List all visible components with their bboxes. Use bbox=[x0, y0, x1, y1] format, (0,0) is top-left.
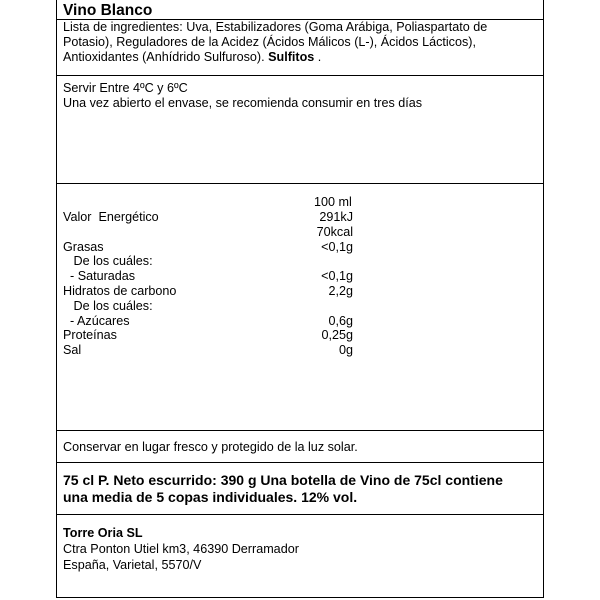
nutrient-value: 291kJ bbox=[319, 210, 353, 224]
nutrition-row bbox=[63, 284, 353, 299]
net-content-line2: una media de 5 copas individuales. 12% vol. bbox=[63, 489, 358, 505]
product-title: Vino Blanco bbox=[63, 2, 153, 19]
nutrition-row bbox=[63, 225, 353, 240]
conservation-section bbox=[57, 430, 543, 463]
nutrition-row bbox=[63, 210, 353, 225]
nutrient-value: <0,1g bbox=[321, 239, 353, 254]
product-label bbox=[56, 0, 544, 598]
producer-address: Ctra Ponton Utiel km3, 46390 Derramador bbox=[63, 542, 299, 556]
nutrient-name: De los cuáles: bbox=[63, 298, 153, 313]
nutrition-row bbox=[63, 314, 353, 329]
producer-origin: España, Varietal, 5570/V bbox=[63, 558, 202, 572]
nutrition-header-100ml: 100 ml bbox=[314, 195, 352, 209]
ingredients-text bbox=[63, 20, 539, 65]
net-content-section bbox=[57, 462, 543, 515]
nutrient-name: Sal bbox=[63, 343, 82, 358]
after-opening-note: Una vez abierto el envase, se recomienda consumir en tres días bbox=[63, 96, 423, 110]
ingredients-end: . bbox=[314, 50, 322, 64]
nutrition-row bbox=[63, 328, 353, 343]
nutrient-name: - Saturadas bbox=[63, 269, 136, 284]
nutrient-value: <0,1g bbox=[321, 269, 353, 284]
allergen-sulfitos: Sulfitos bbox=[268, 50, 315, 64]
nutrient-value: 0g bbox=[338, 343, 353, 358]
serve-temperature: Servir Entre 4ºC y 6ºC bbox=[63, 81, 188, 95]
nutrition-row bbox=[63, 299, 353, 314]
serving-section bbox=[57, 75, 543, 184]
ingredients-list: Lista de ingredientes: Uva, Estabilizadores (Goma Arábiga, Poliaspartato de Potasio), Reguladores de la Acidez (Ácidos Málicos (L-), Ácidos Lácticos), Antioxidantes (Anhídrido Sulfuroso). bbox=[63, 20, 488, 64]
nutrient-name: - Azúcares bbox=[63, 313, 130, 328]
nutrition-row bbox=[63, 254, 353, 269]
nutrition-row bbox=[63, 240, 353, 255]
title-section bbox=[57, 0, 543, 20]
nutrient-name: Grasas bbox=[63, 239, 104, 254]
nutrient-value: 2,2g bbox=[328, 284, 353, 298]
producer-name: Torre Oria SL bbox=[63, 526, 143, 540]
nutrient-name: Hidratos de carbono bbox=[63, 284, 177, 298]
nutrient-name: Proteínas bbox=[63, 328, 117, 343]
nutrient-name: Valor Energético bbox=[63, 210, 159, 224]
nutrient-value: 0,6g bbox=[328, 313, 353, 328]
nutrient-value: 70kcal bbox=[316, 224, 353, 239]
producer-section bbox=[57, 514, 543, 598]
nutrient-value: 0,25g bbox=[321, 328, 353, 343]
ingredients-section bbox=[57, 19, 543, 76]
nutrition-row bbox=[63, 343, 353, 358]
conservation-text: Conservar en lugar fresco y protegido de la luz solar. bbox=[63, 440, 358, 454]
nutrient-name: De los cuáles: bbox=[63, 254, 153, 269]
nutrition-row bbox=[63, 269, 353, 284]
nutrition-section bbox=[57, 183, 543, 431]
net-content-line1: 75 cl P. Neto escurrido: 390 g Una botella de Vino de 75cl contiene bbox=[63, 472, 503, 488]
